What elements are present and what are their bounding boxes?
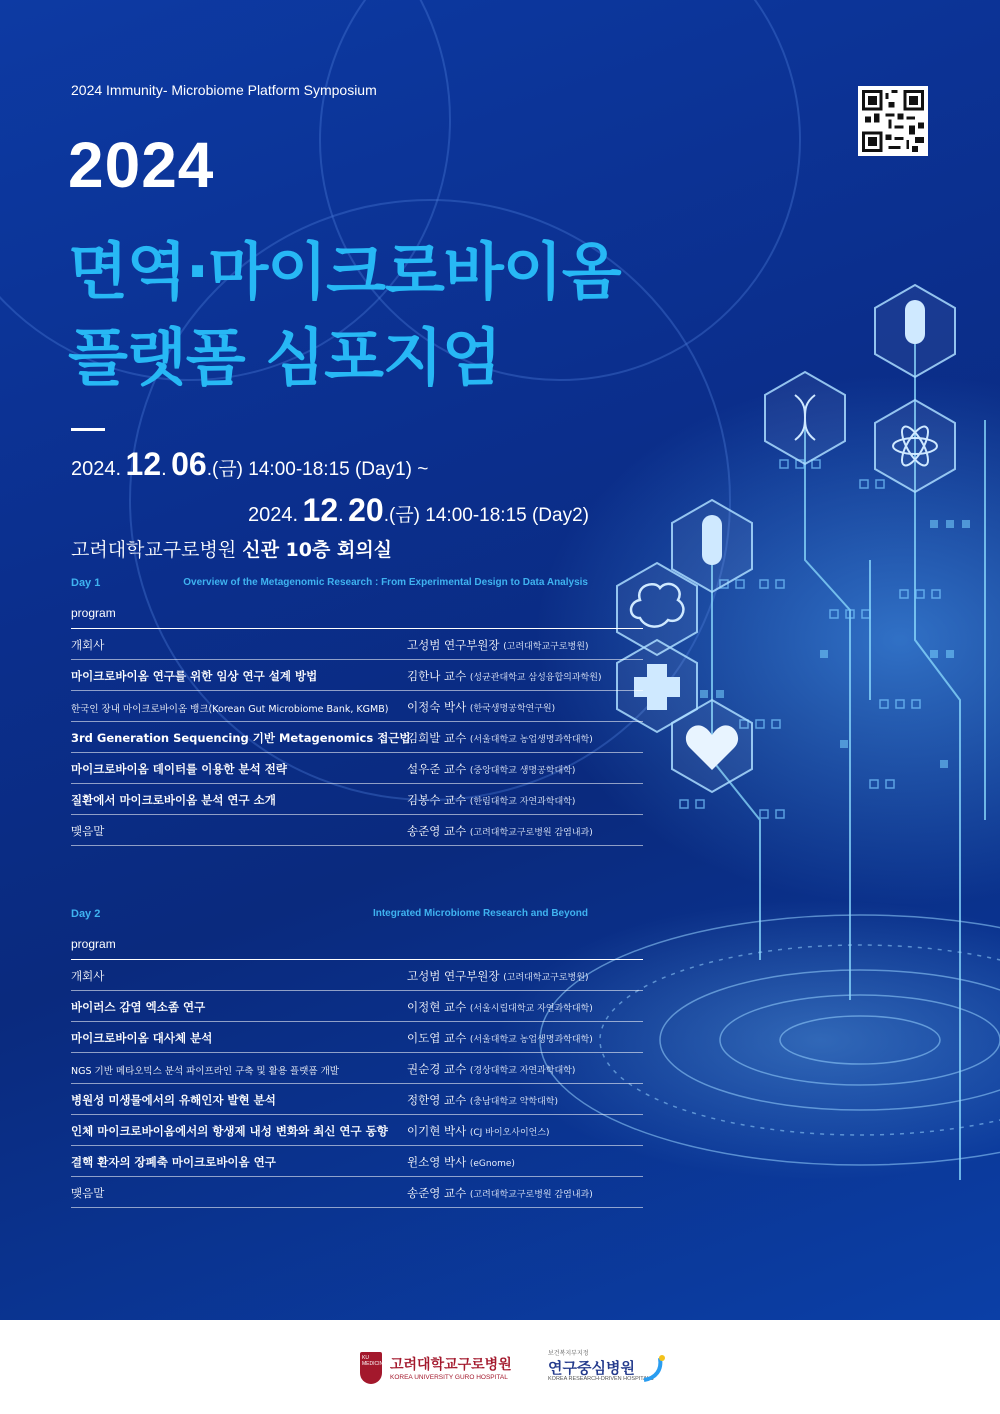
speaker-name: 윈소영 박사 [407,1155,467,1169]
speaker-affiliation: (성균관대학교 삼성융합의과학원) [469,673,602,683]
capsule-icon [905,300,925,344]
brain-icon [631,584,683,627]
speaker-affiliation: (CJ 바이오사이언스) [469,1128,550,1138]
date-day1-day: 06 [171,446,207,482]
date-day1-time: .(금) 14:00-18:15 (Day1) ~ [206,459,429,480]
speaker-name: 이도엽 교수 [407,1031,467,1045]
heart-icon [686,725,738,770]
speaker-name: 설우준 교수 [407,762,467,776]
program-speaker [407,761,575,777]
speaker-affiliation: (고려대학교구로병원 감염내과) [469,828,593,838]
program-row [71,691,643,722]
guro-hospital-name-en: KOREA UNIVERSITY GURO HOSPITAL [390,1374,508,1381]
program-topic: 병원성 미생물에서의 유해인자 발현 분석 [71,1093,276,1107]
program-speaker [407,1061,575,1077]
footer [0,1320,1000,1414]
speaker-name: 이정현 교수 [407,1000,467,1014]
program-speaker [407,730,593,746]
program-row [71,815,643,846]
program-row [71,1053,643,1084]
program-speaker [407,1185,593,1201]
program-row [71,784,643,815]
speaker-name: 송준영 교수 [407,824,467,838]
speaker-affiliation: (고려대학교구로병원) [503,973,589,983]
date-day1-year: 2024. [71,458,122,480]
program-topic: 마이크로바이옴 대사체 분석 [71,1031,213,1045]
day1-program-label: program [71,606,116,620]
guro-hospital-logo [360,1352,520,1386]
date-day1-dot: . [161,458,167,480]
program-topic: 질환에서 마이크로바이옴 분석 연구 소개 [71,793,276,807]
research-hospital-designation: 보건복지부지정 [548,1350,589,1357]
program-topic: 인체 마이크로바이옴에서의 항생제 내성 변화와 최신 연구 동향 [71,1124,388,1138]
speaker-name: 이기현 박사 [407,1124,467,1138]
program-topic: 결핵 환자의 장폐축 마이크로바이옴 연구 [71,1155,276,1169]
day1-header [71,577,641,589]
speaker-name: 김희발 교수 [407,731,467,745]
day1-program-table [71,629,643,846]
symposium-subtitle: 2024 Immunity- Microbiome Platform Symposium [71,82,377,98]
program-topic: 바이러스 감염 엑소좀 연구 [71,1000,206,1014]
speaker-affiliation: (eGnome) [469,1159,515,1169]
program-row [71,722,643,753]
program-topic: 한국인 장내 마이크로바이옴 뱅크(Korean Gut Microbiome Bank, KGMB) [71,704,389,715]
research-hospital-swoosh-icon [642,1354,668,1384]
date-day1-month: 12 [125,446,162,482]
speaker-affiliation: (한국생명공학연구원) [469,704,556,714]
program-row [71,753,643,784]
dna-icon [795,395,815,440]
program-row [71,991,643,1022]
speaker-name: 김한나 교수 [407,669,467,683]
day1-theme: Overview of the Metagenomic Research : From Experimental Design to Data Analysis [183,577,588,588]
date-day2-dot: . [338,504,344,526]
program-speaker [407,823,593,839]
speaker-affiliation: (중앙대학교 생명공학대학) [469,766,576,776]
program-speaker [407,1030,593,1046]
program-speaker [407,1092,558,1108]
day1-label: Day 1 [71,577,101,589]
program-row [71,629,643,660]
speaker-name: 이정숙 박사 [407,700,467,714]
speaker-affiliation: (고려대학교구로병원) [503,642,589,652]
event-title-line1: 면역·마이크로바이옴 [68,235,621,308]
program-topic: 마이크로바이옴 연구를 위한 임상 연구 설계 방법 [71,669,318,683]
program-topic: 개회사 [71,969,105,983]
date-day2-month: 12 [302,492,339,528]
program-topic: NGS 기반 메타오믹스 분석 파이프라인 구축 및 활용 플랫폼 개발 [71,1066,339,1077]
speaker-name: 고성범 연구부원장 [407,969,500,983]
program-speaker [407,637,588,653]
program-speaker [407,1123,550,1139]
program-speaker [407,792,575,808]
speaker-name: 송준영 교수 [407,1186,467,1200]
date-day2-day: 20 [348,492,384,528]
day2-theme: Integrated Microbiome Research and Beyond [372,908,588,919]
speaker-name: 고성범 연구부원장 [407,638,500,652]
event-title-line2: 플랫폼 심포지엄 [68,321,501,394]
day2-header [71,908,641,920]
qr-code-icon[interactable] [858,86,928,156]
speaker-affiliation: (충남대학교 약학대학) [469,1097,558,1107]
date-day2-time: .(금) 14:00-18:15 (Day2) [383,505,589,526]
speaker-name: 정한영 교수 [407,1093,467,1107]
atom-icon [893,423,937,469]
program-row [71,660,643,691]
speaker-affiliation: (고려대학교구로병원 감염내과) [469,1190,593,1200]
day2-program-table [71,960,643,1208]
speaker-affiliation: (서울시립대학교 자연과학대학) [469,1004,593,1014]
day2-label: Day 2 [71,908,101,920]
program-topic: 맺음말 [71,824,105,838]
program-row [71,1022,643,1053]
test-tube-icon [702,515,722,565]
guro-hospital-name-kr: 고려대학교구로병원 [390,1357,512,1373]
program-row [71,960,643,991]
program-speaker [407,968,588,984]
speaker-affiliation: (경상대학교 자연과학대학) [469,1066,576,1076]
speaker-affiliation: (서울대학교 농업생명과학대학) [469,1035,593,1045]
research-hospital-name-en: KOREA RESEARCH-DRIVEN HOSPITALS [548,1376,654,1382]
program-row [71,1084,643,1115]
program-speaker [407,999,593,1015]
program-row [71,1177,643,1208]
program-speaker [407,699,555,715]
program-topic: 개회사 [71,638,105,652]
program-topic: 3rd Generation Sequencing 기반 Metagenomics 접근법 [71,731,411,745]
program-topic: 맺음말 [71,1186,105,1200]
title-divider [71,428,105,431]
program-speaker [407,668,601,684]
venue [71,535,392,562]
program-row [71,1146,643,1177]
research-hospital-logo [548,1348,668,1388]
date-day2 [248,492,589,529]
program-row [71,1115,643,1146]
program-speaker [407,1154,515,1170]
date-day2-year: 2024. [248,504,299,526]
venue-prefix: 고려대학교구로병원 [71,539,243,561]
speaker-affiliation: (서울대학교 농업생명과학대학) [469,735,593,745]
day2-program-label: program [71,937,116,951]
speaker-name: 권순경 교수 [407,1062,467,1076]
venue-room: 신관 10층 회의실 [242,539,393,561]
event-year: 2024 [68,129,215,201]
speaker-affiliation: (한림대학교 자연과학대학) [469,797,576,807]
program-topic: 마이크로바이옴 데이터를 이용한 분석 전략 [71,762,287,776]
date-day1 [71,446,428,483]
research-hospital-name-kr: 연구중심병원 [548,1359,635,1377]
ku-medicine-emblem-icon [360,1352,387,1384]
emblem-text: KU MEDICINE [362,1355,387,1367]
speaker-name: 김봉수 교수 [407,793,467,807]
